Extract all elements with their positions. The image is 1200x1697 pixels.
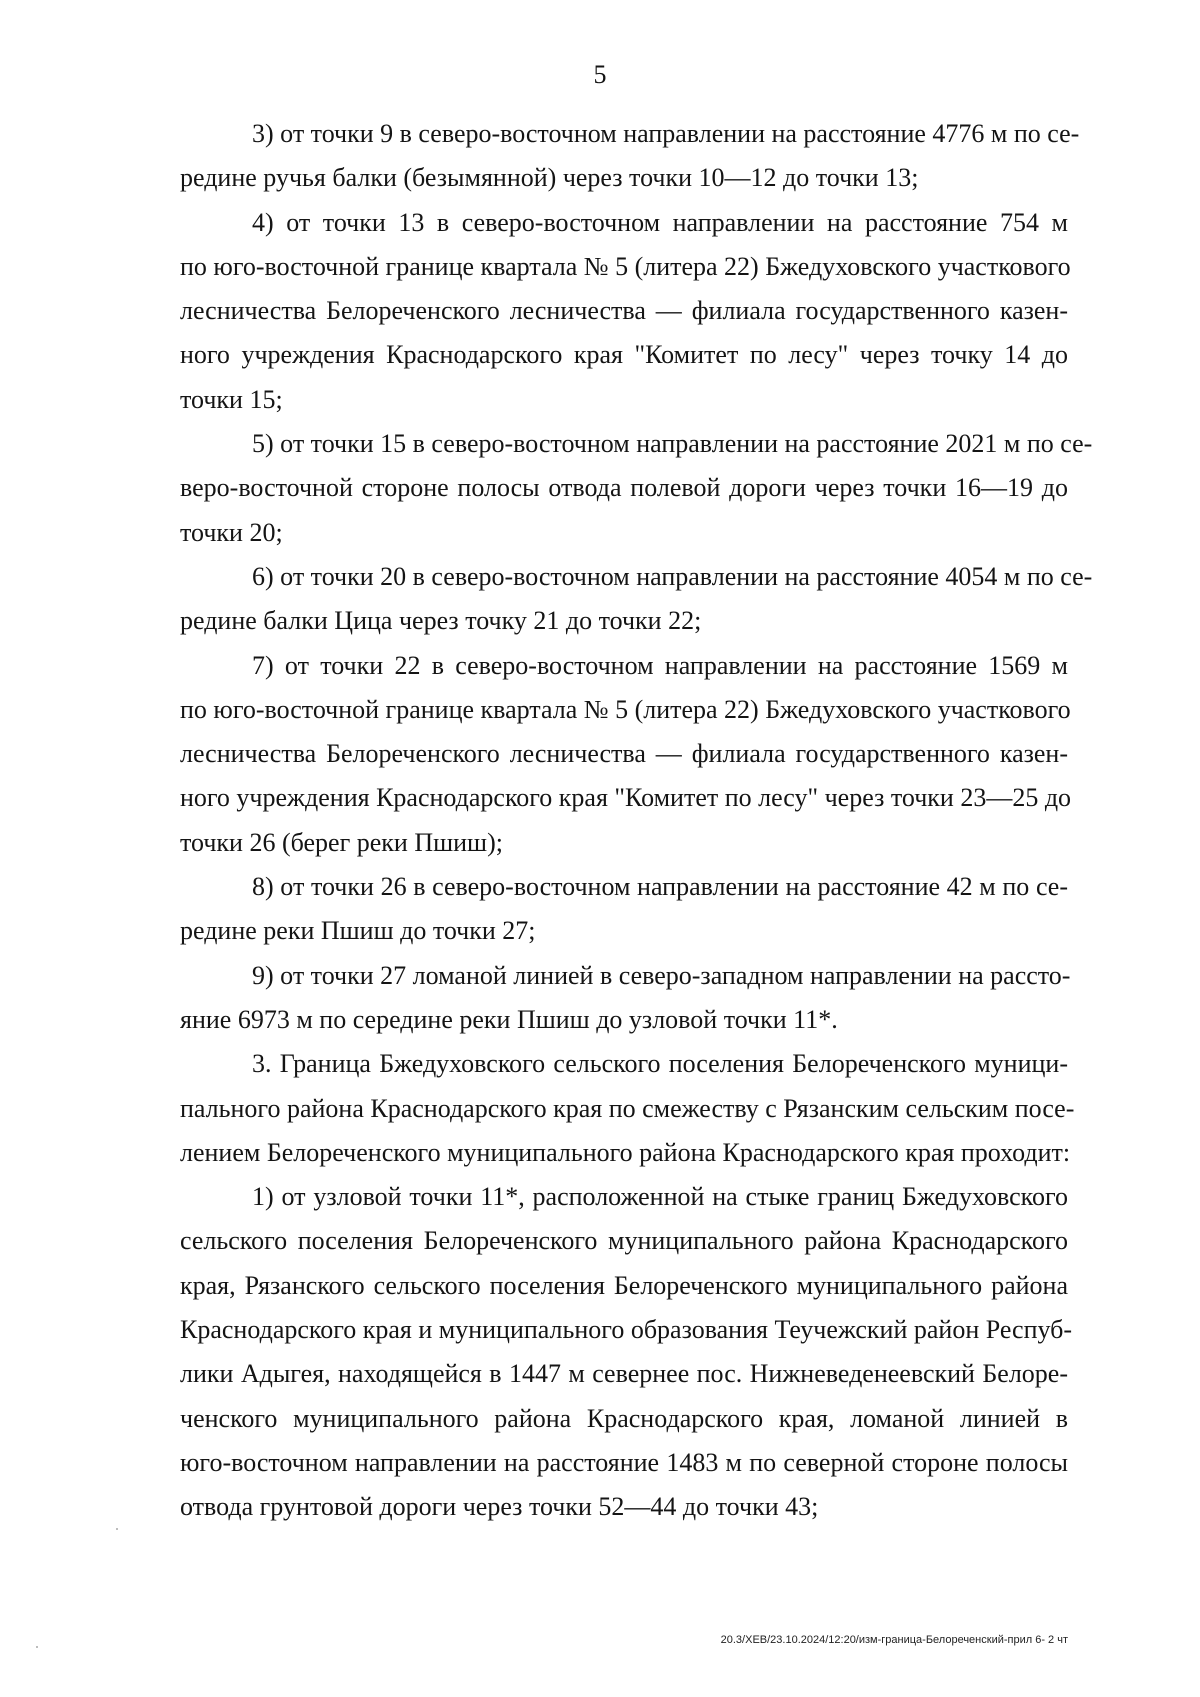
text-line: пального района Краснодарского края по смежеству с Рязанским сельским посе- <box>180 1093 1075 1123</box>
text-line: редине реки Пшиш до точки 27; <box>180 916 536 946</box>
text-line: точки 20; <box>180 517 283 547</box>
scan-speck <box>116 1528 118 1530</box>
text-line: по юго-восточной границе квартала № 5 (литера 22) Бжедуховского участкового <box>180 251 1071 281</box>
paragraph-section-3-item-1 <box>180 1175 1073 1529</box>
text-line: 8) от точки 26 в северо-восточном направлении на расстояние 42 м по се- <box>252 872 1068 902</box>
paragraph-item-7 <box>180 644 1072 865</box>
paragraph-section-3 <box>180 1042 1075 1175</box>
text-line: сельского поселения Белореченского муниципального района Краснодарского <box>180 1226 1068 1256</box>
text-line: юго-восточном направлении на расстояние 1483 м по северной стороне полосы <box>180 1447 1068 1477</box>
text-line: редине балки Цица через точку 21 до точки 22; <box>180 606 702 636</box>
text-line: 9) от точки 27 ломаной линией в северо-западном направлении на рассто- <box>252 960 1071 990</box>
paragraph-item-4 <box>180 201 1071 422</box>
text-line: 7) от точки 22 в северо-восточном направлении на расстояние 1569 м <box>252 650 1068 680</box>
paragraph-item-5 <box>180 422 1093 555</box>
text-line: 4) от точки 13 в северо-восточном направлении на расстояние 754 м <box>252 207 1068 237</box>
text-line: ного учреждения Краснодарского края "Комитет по лесу" через точки 23—25 до <box>180 783 1072 813</box>
text-line: точки 26 (берег реки Пшиш); <box>180 827 503 857</box>
document-footer-code: 20.3/ХЕВ/23.10.2024/12:20/изм-граница-Белореченский-прил 6- 2 чт <box>720 1634 1068 1646</box>
text-line: лесничества Белореченского лесничества — филиала государственного казен- <box>180 296 1068 326</box>
text-line: края, Рязанского сельского поселения Белореченского муниципального района <box>180 1270 1068 1300</box>
text-line: отвода грунтовой дороги через точки 52—44 до точки 43; <box>180 1492 819 1522</box>
text-line: лесничества Белореченского лесничества — филиала государственного казен- <box>180 739 1068 769</box>
text-line: точки 15; <box>180 384 283 414</box>
page-number: 5 <box>593 60 607 89</box>
text-line: 1) от узловой точки 11*, расположенной на стыке границ Бжедуховского <box>252 1182 1068 1212</box>
text-line: 3) от точки 9 в северо-восточном направлении на расстояние 4776 м по се- <box>252 119 1080 148</box>
text-line: лики Адыгея, находящейся в 1447 м севернее пос. Нижневеденеевский Белоре- <box>180 1359 1068 1389</box>
text-line: редине ручья балки (безымянной) через точки 10—12 до точки 13; <box>180 163 919 193</box>
text-line: яние 6973 м по середине реки Пшиш до узловой точки 11*. <box>180 1004 838 1034</box>
text-line: ного учреждения Краснодарского края "Комитет по лесу" через точку 14 до <box>180 340 1068 370</box>
text-line: веро-восточной стороне полосы отвода полевой дороги через точки 16—19 до <box>180 473 1068 503</box>
text-line: 3. Граница Бжедуховского сельского поселения Белореченского муници- <box>252 1049 1068 1079</box>
document-body <box>180 112 1093 1530</box>
paragraph-item-9 <box>180 954 1071 1043</box>
paragraph-3-1-item-3 <box>180 112 1080 201</box>
text-line: по юго-восточной границе квартала № 5 (литера 22) Бжедуховского участкового <box>180 694 1071 724</box>
text-line: 5) от точки 15 в северо-восточном направлении на расстояние 2021 м по се- <box>252 429 1093 459</box>
text-line: лением Белореченского муниципального района Краснодарского края проходит: <box>180 1137 1071 1167</box>
paragraph-item-8 <box>180 865 1068 954</box>
paragraph-item-6 <box>180 555 1093 644</box>
text-line: 6) от точки 20 в северо-восточном направлении на расстояние 4054 м по се- <box>252 561 1093 591</box>
text-line: Краснодарского края и муниципального образования Теучежский район Респуб- <box>180 1315 1073 1345</box>
text-line: ченского муниципального района Краснодарского края, ломаной линией в <box>180 1403 1068 1433</box>
scan-speck <box>36 1646 38 1648</box>
